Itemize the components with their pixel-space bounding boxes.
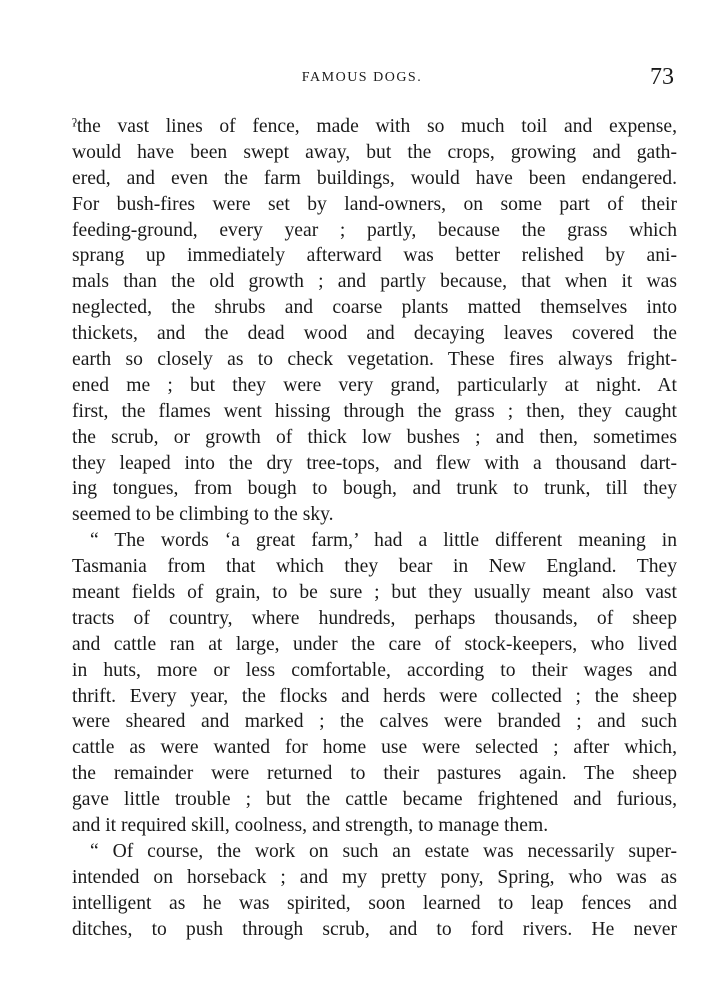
text-line: cattle as were wanted for home use were selected ; after which, bbox=[72, 737, 677, 759]
text-line: ened me ; but they were very grand, particularly at night. At bbox=[72, 374, 677, 396]
text-line: For bush-fires were set by land-owners, on some part of their bbox=[72, 193, 677, 215]
text-line: “ Of course, the work on such an estate was necessarily super- bbox=[90, 840, 677, 862]
text-line: thickets, and the dead wood and decaying leaves covered the bbox=[72, 323, 677, 345]
text-line: Tasmania from that which they bear in New England. They bbox=[72, 556, 677, 578]
text-line: would have been swept away, but the crops, growing and gath- bbox=[72, 141, 677, 163]
text-line: sprang up immediately afterward was better relished by ani- bbox=[72, 245, 677, 267]
text-line: meant fields of grain, to be sure ; but they usually meant also vast bbox=[72, 582, 677, 604]
text-line: the remainder were returned to their pastures again. The sheep bbox=[72, 763, 677, 785]
text-line: ing tongues, from bough to bough, and trunk to trunk, till they bbox=[72, 478, 677, 500]
text-line: they leaped into the dry tree-tops, and flew with a thousand dart- bbox=[72, 452, 677, 474]
text-line: first, the flames went hissing through the grass ; then, they caught bbox=[72, 400, 677, 422]
text-line: ered, and even the farm buildings, would have been endangered. bbox=[72, 167, 677, 189]
text-line: thrift. Every year, the flocks and herds were collected ; the sheep bbox=[72, 685, 677, 707]
text-line: were sheared and marked ; the calves were branded ; and such bbox=[72, 711, 677, 733]
body-text bbox=[72, 114, 677, 943]
text-line: and cattle ran at large, under the care of stock-keepers, who lived bbox=[72, 633, 677, 655]
text-line: “ The words ‘a great farm,’ had a little different meaning in bbox=[90, 530, 677, 552]
text-line: tracts of country, where hundreds, perhaps thousands, of sheep bbox=[72, 607, 677, 629]
text-line: mals than the old growth ; and partly because, that when it was bbox=[72, 271, 677, 293]
text-line: seemed to be climbing to the sky. bbox=[72, 504, 334, 526]
running-title: FAMOUS DOGS. bbox=[301, 70, 423, 85]
text-line: ˀthe vast lines of fence, made with so much toil and expense, bbox=[72, 116, 677, 137]
text-line: intended on horseback ; and my pretty pony, Spring, who was as bbox=[72, 866, 677, 888]
text-line: feeding-ground, every year ; partly, because the grass which bbox=[72, 219, 677, 241]
text-line: earth so closely as to check vegetation. These fires always fright- bbox=[72, 349, 677, 371]
text-line: neglected, the shrubs and coarse plants matted themselves into bbox=[72, 297, 677, 319]
text-line: and it required skill, coolness, and strength, to manage them. bbox=[72, 815, 549, 837]
text-line: ditches, to push through scrub, and to ford rivers. He never bbox=[72, 918, 677, 940]
page-number: 73 bbox=[650, 64, 674, 90]
text-line: in huts, more or less comfortable, according to their wages and bbox=[72, 659, 677, 681]
running-head bbox=[0, 66, 724, 96]
text-line: gave little trouble ; but the cattle became frightened and furious, bbox=[72, 789, 677, 811]
text-line: intelligent as he was spirited, soon learned to leap fences and bbox=[72, 892, 677, 914]
text-line: the scrub, or growth of thick low bushes ; and then, sometimes bbox=[72, 426, 677, 448]
